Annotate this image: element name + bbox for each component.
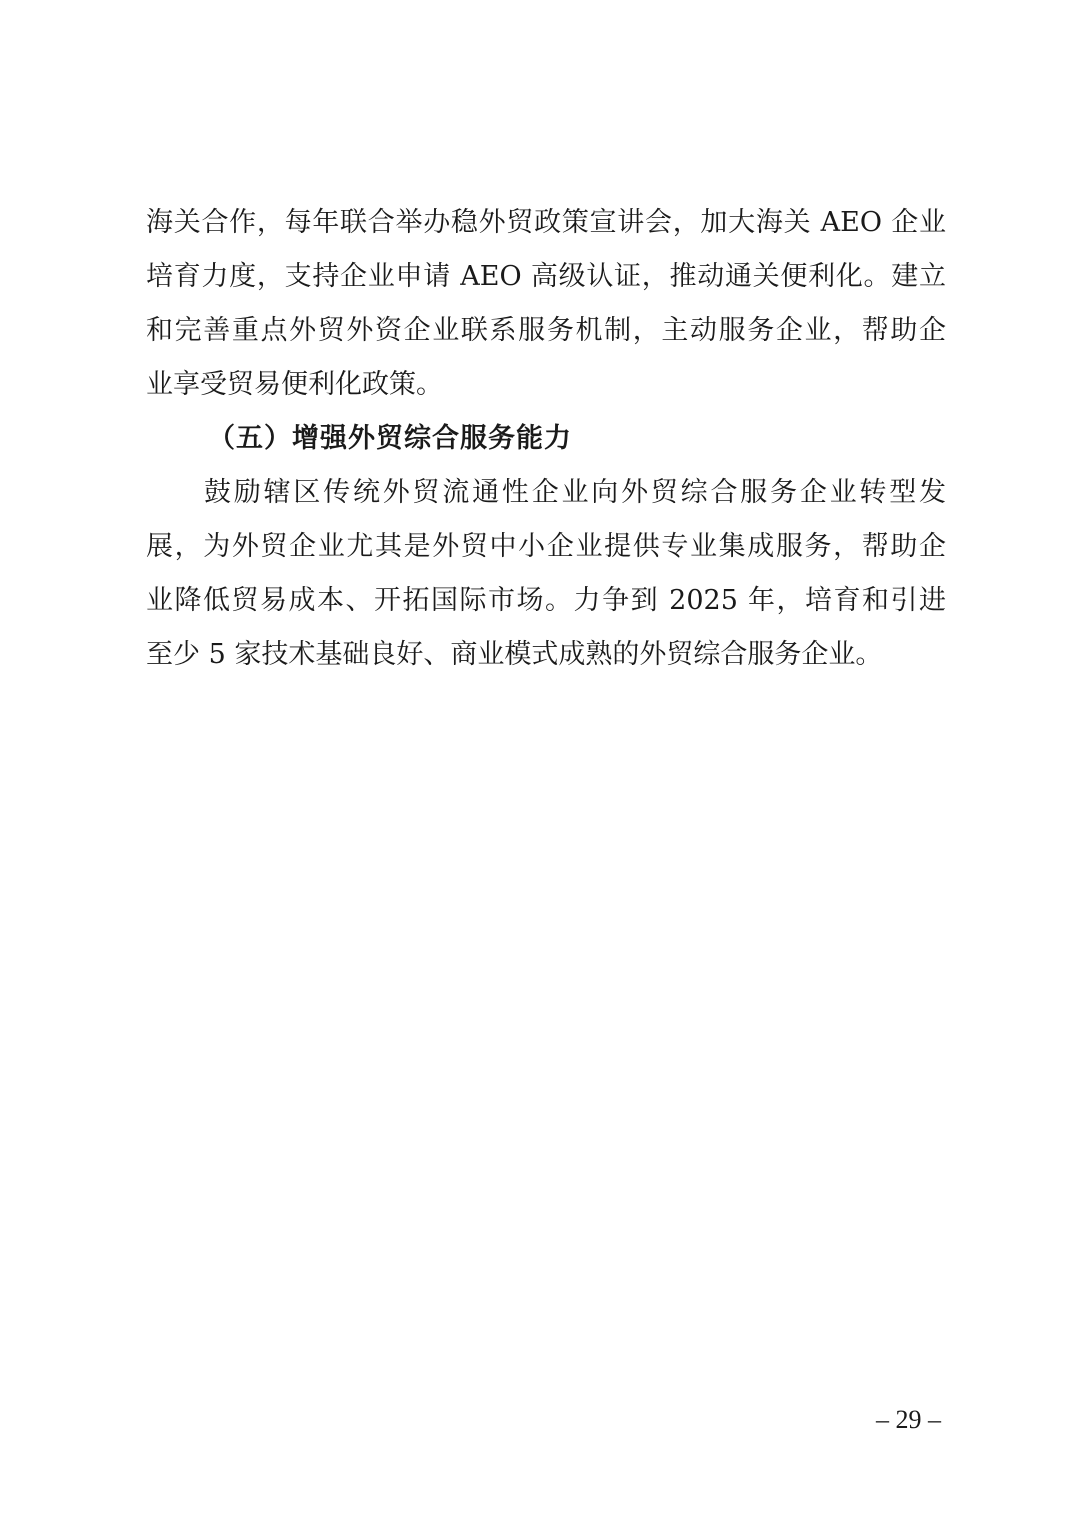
- paragraph-foreign-trade-services: [146, 466, 946, 682]
- section-heading: （五）增强外贸综合服务能力: [208, 423, 572, 454]
- text-line: 展，为外贸企业尤其是外贸中小企业提供专业集成服务，帮助企: [146, 531, 946, 562]
- text-line: 和完善重点外贸外资企业联系服务机制，主动服务企业，帮助企: [146, 315, 946, 346]
- page-body: [146, 196, 946, 682]
- text-line: 培育力度，支持企业申请 AEO 高级认证，推动通关便利化。建立: [146, 261, 946, 292]
- text-line: 鼓励辖区传统外贸流通性企业向外贸综合服务企业转型发: [204, 477, 946, 508]
- text-line: 业降低贸易成本、开拓国际市场。力争到 2025 年，培育和引进: [146, 585, 946, 616]
- page-number: – 29 –: [876, 1405, 941, 1434]
- text-line: 海关合作，每年联合举办稳外贸政策宣讲会，加大海关 AEO 企业: [146, 207, 946, 238]
- text-line: 业享受贸易便利化政策。: [146, 369, 443, 400]
- text-line: 至少 5 家技术基础良好、商业模式成熟的外贸综合服务企业。: [146, 639, 883, 670]
- paragraph-customs-cooperation: [146, 196, 946, 412]
